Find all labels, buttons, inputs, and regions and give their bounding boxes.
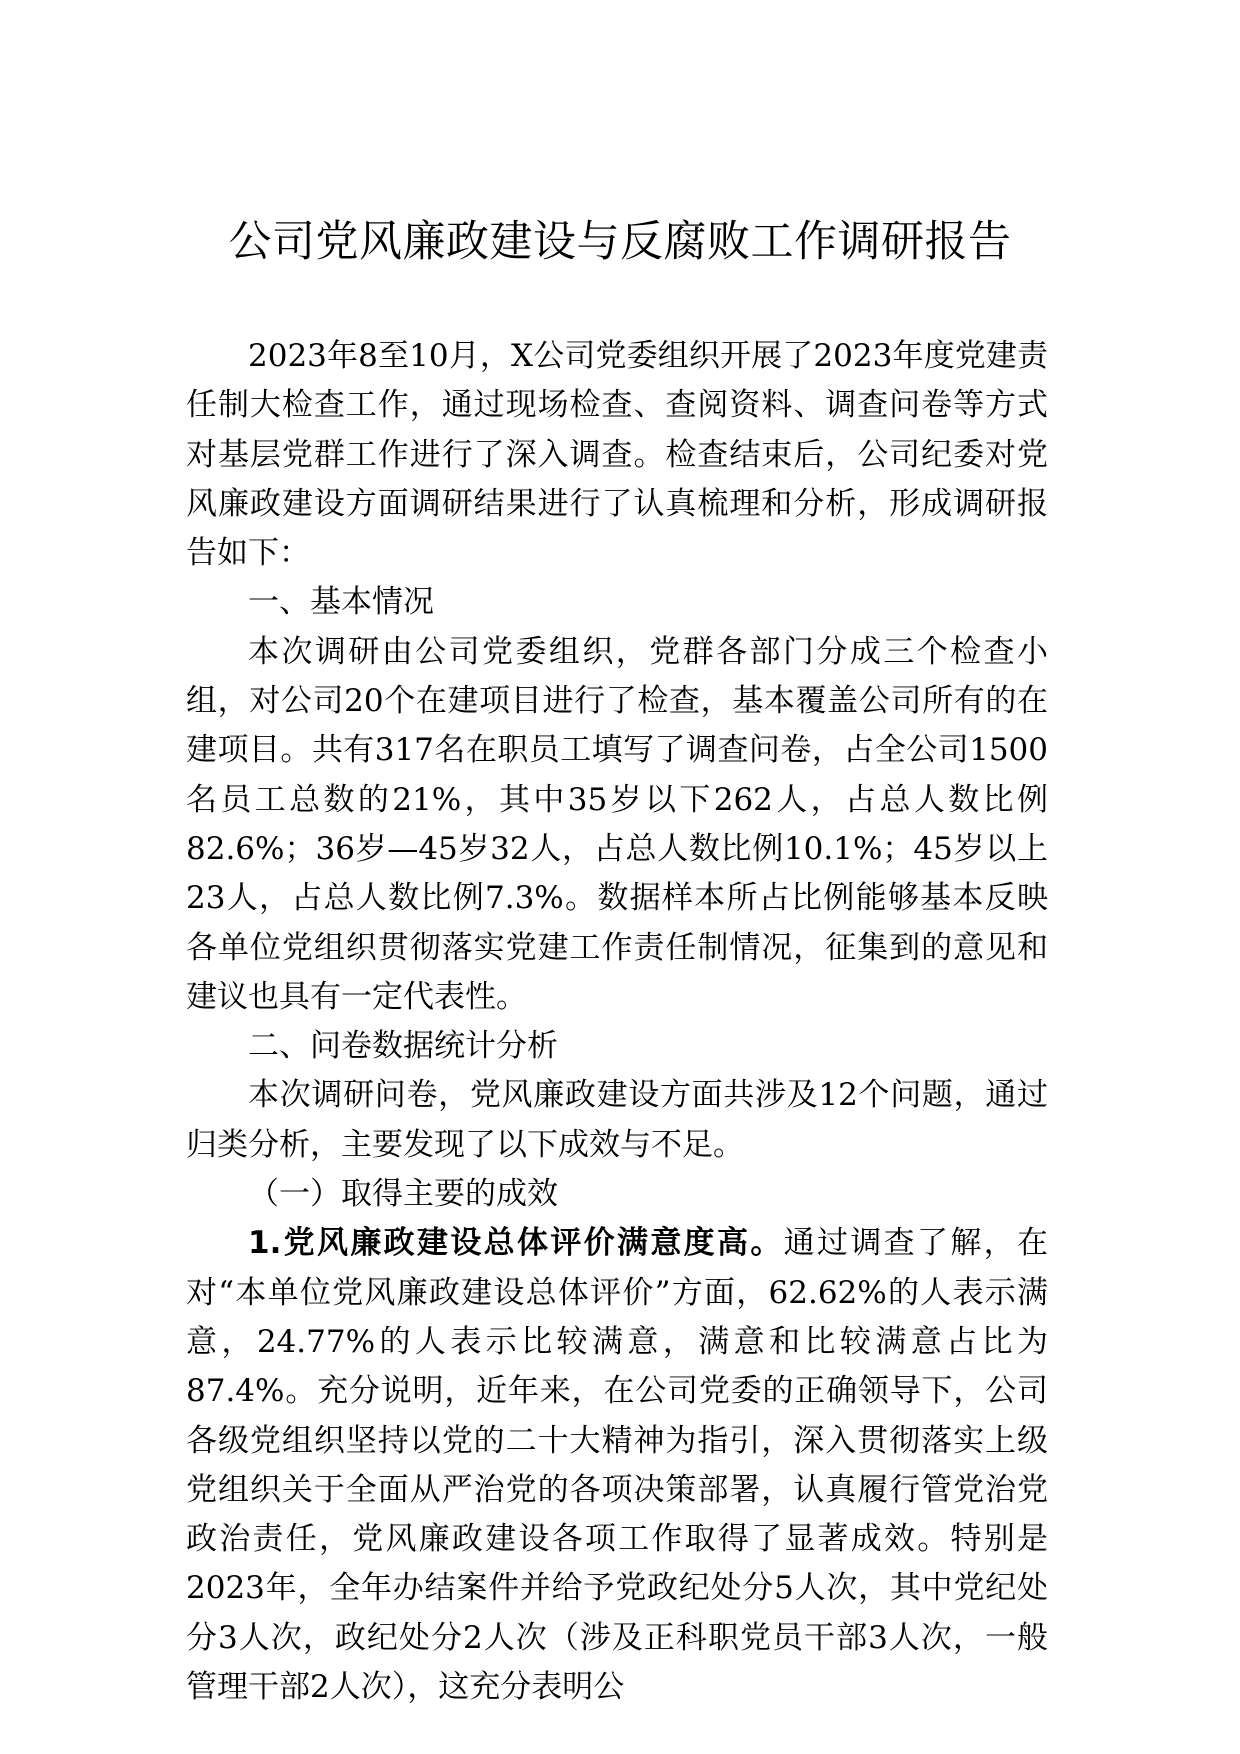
subsection-heading-achievements: （一）取得主要的成效	[248, 1176, 558, 1213]
document-body	[186, 332, 1048, 1712]
intro-paragraph: 2023年8至10月，X公司党委组织开展了2023年度党建责任制大检查工作，通过现场检查、查阅资料、调查问卷等方式对基层党群工作进行了深入调查。检查结束后，公司纪委对党风廉政建设方面调研结果进行了认真梳理和分析，形成调研报告如下：	[186, 338, 1048, 572]
basic-situation-paragraph: 本次调研由公司党委组织，党群各部门分成三个检查小组，对公司20个在建项目进行了检查，基本覆盖公司所有的在建项目。共有317名在职员工填写了调查问卷，占全公司1500名员工总数的21%，其中35岁以下262人，占总人数比例82.6%；36岁—45岁32人，占总人数比例10.1%；45岁以上23人，占总人数比例7.3%。数据样本所占比例能够基本反映各单位党组织贯彻落实党建工作责任制情况，征集到的意见和建议也具有一定代表性。	[186, 633, 1048, 1015]
achievement-item-1-heading: 1.党风廉政建设总体评价满意度高。	[248, 1225, 784, 1262]
document-title: 公司党风廉政建设与反腐败工作调研报告	[228, 217, 1012, 267]
achievement-item-1-text: 通过调查了解，在对“本单位党风廉政建设总体评价”方面，62.62%的人表示满意，24.77%的人表示比较满意，满意和比较满意占比为87.4%。充分说明，近年来，在公司党委的正确领导下，公司各级党组织坚持以党的二十大精神为指引，深入贯彻落实上级党组织关于全面从严治党的各项决策部署，认真履行管党治党政治责任，党风廉政建设各项工作取得了显著成效。特别是2023年，全年办结案件并给予党政纪处分5人次，其中党纪处分3人次，政纪处分2人次（涉及正科职党员干部3人次，一般管理干部2人次），这充分表明公	[186, 1225, 1048, 1706]
achievement-item-1	[186, 1219, 1048, 1712]
section-heading-basic-situation: 一、基本情况	[248, 584, 434, 621]
survey-analysis-paragraph: 本次调研问卷，党风廉政建设方面共涉及12个问题，通过归类分析，主要发现了以下成效与不足。	[186, 1077, 1048, 1163]
section-heading-survey-analysis: 二、问卷数据统计分析	[248, 1028, 558, 1065]
